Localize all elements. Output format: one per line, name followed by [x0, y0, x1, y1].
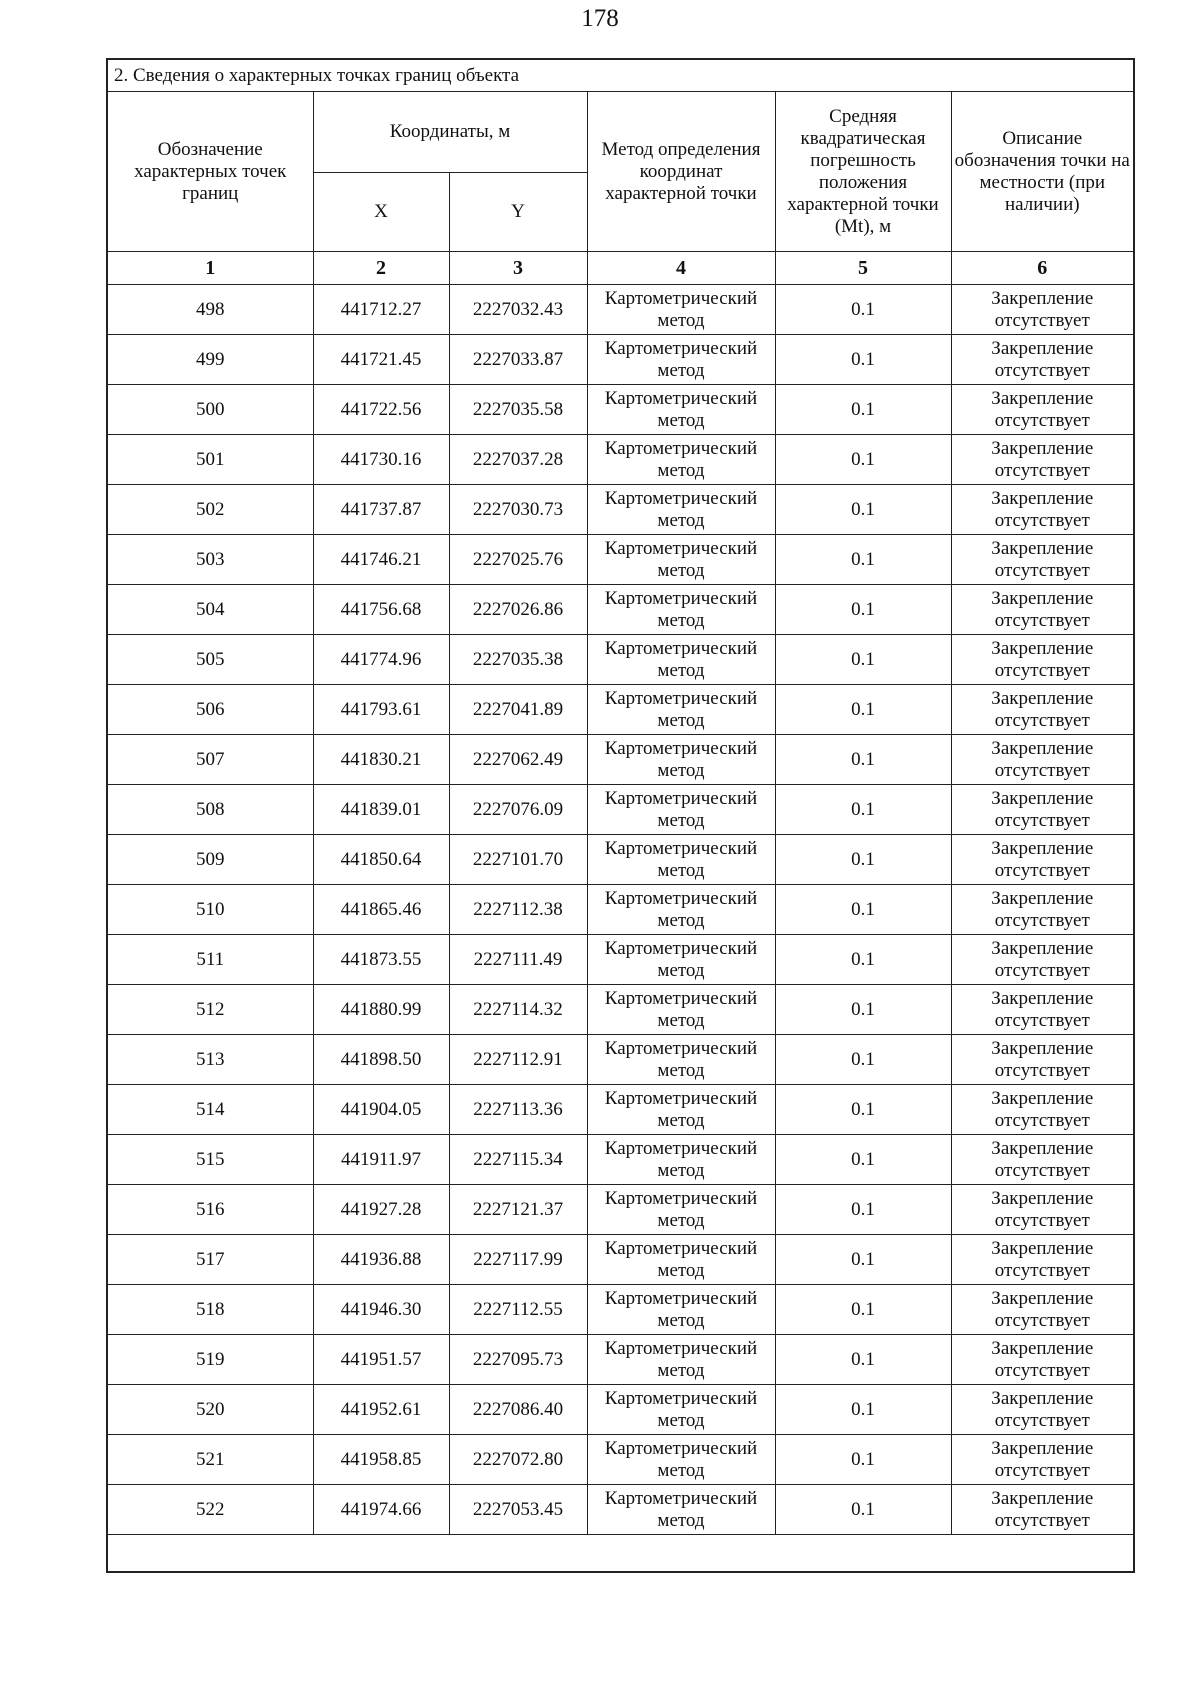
- point-id-cell: 505: [107, 635, 313, 685]
- point-id-cell: 504: [107, 585, 313, 635]
- description-cell: Закрепление отсутствует: [951, 785, 1134, 835]
- table-row: [107, 1035, 1134, 1085]
- point-id-cell: 498: [107, 285, 313, 335]
- coord-x-cell: 441756.68: [313, 585, 449, 635]
- column-number-row: [107, 252, 1134, 285]
- error-cell: 0.1: [775, 885, 951, 935]
- method-cell: Картометрический метод: [587, 985, 775, 1035]
- error-cell: 0.1: [775, 935, 951, 985]
- error-cell: 0.1: [775, 1385, 951, 1435]
- header-designation: Обозначение характерных точек границ: [107, 92, 313, 252]
- description-cell: Закрепление отсутствует: [951, 1235, 1134, 1285]
- method-cell: Картометрический метод: [587, 535, 775, 585]
- description-cell: Закрепление отсутствует: [951, 1335, 1134, 1385]
- error-cell: 0.1: [775, 685, 951, 735]
- method-cell: Картометрический метод: [587, 485, 775, 535]
- method-cell: Картометрический метод: [587, 1485, 775, 1535]
- coord-x-cell: 441904.05: [313, 1085, 449, 1135]
- header-row-1: [107, 92, 1134, 173]
- error-cell: 0.1: [775, 1035, 951, 1085]
- description-cell: Закрепление отсутствует: [951, 735, 1134, 785]
- method-cell: Картометрический метод: [587, 885, 775, 935]
- coord-y-cell: 2227053.45: [449, 1485, 587, 1535]
- table-row: [107, 1235, 1134, 1285]
- coord-x-cell: 441898.50: [313, 1035, 449, 1085]
- table-row: [107, 1285, 1134, 1335]
- error-cell: 0.1: [775, 435, 951, 485]
- error-cell: 0.1: [775, 285, 951, 335]
- coord-x-cell: 441850.64: [313, 835, 449, 885]
- method-cell: Картометрический метод: [587, 1385, 775, 1435]
- method-cell: Картометрический метод: [587, 1235, 775, 1285]
- coord-x-cell: 441712.27: [313, 285, 449, 335]
- coord-y-cell: 2227114.32: [449, 985, 587, 1035]
- table-row: [107, 1385, 1134, 1435]
- coord-x-cell: 441974.66: [313, 1485, 449, 1535]
- coord-y-cell: 2227112.55: [449, 1285, 587, 1335]
- point-id-cell: 499: [107, 335, 313, 385]
- method-cell: Картометрический метод: [587, 1335, 775, 1385]
- table-row: [107, 835, 1134, 885]
- description-cell: Закрепление отсутствует: [951, 435, 1134, 485]
- point-id-cell: 501: [107, 435, 313, 485]
- error-cell: 0.1: [775, 485, 951, 535]
- point-id-cell: 510: [107, 885, 313, 935]
- point-id-cell: 512: [107, 985, 313, 1035]
- method-cell: Картометрический метод: [587, 935, 775, 985]
- description-cell: Закрепление отсутствует: [951, 535, 1134, 585]
- description-cell: Закрепление отсутствует: [951, 1485, 1134, 1535]
- description-cell: Закрепление отсутствует: [951, 335, 1134, 385]
- point-id-cell: 514: [107, 1085, 313, 1135]
- coord-y-cell: 2227026.86: [449, 585, 587, 635]
- empty-footer-cell: [107, 1535, 1134, 1573]
- description-cell: Закрепление отсутствует: [951, 1135, 1134, 1185]
- coord-y-cell: 2227030.73: [449, 485, 587, 535]
- coord-x-cell: 441911.97: [313, 1135, 449, 1185]
- table-row: [107, 385, 1134, 435]
- table-row: [107, 485, 1134, 535]
- method-cell: Картометрический метод: [587, 385, 775, 435]
- coord-y-cell: 2227121.37: [449, 1185, 587, 1235]
- column-number: 4: [587, 252, 775, 285]
- coord-y-cell: 2227035.38: [449, 635, 587, 685]
- point-id-cell: 506: [107, 685, 313, 735]
- coord-x-cell: 441952.61: [313, 1385, 449, 1435]
- method-cell: Картометрический метод: [587, 1035, 775, 1085]
- column-number: 6: [951, 252, 1134, 285]
- method-cell: Картометрический метод: [587, 635, 775, 685]
- table-row: [107, 1435, 1134, 1485]
- error-cell: 0.1: [775, 1335, 951, 1385]
- point-id-cell: 519: [107, 1335, 313, 1385]
- error-cell: 0.1: [775, 385, 951, 435]
- coord-y-cell: 2227113.36: [449, 1085, 587, 1135]
- coord-y-cell: 2227037.28: [449, 435, 587, 485]
- description-cell: Закрепление отсутствует: [951, 985, 1134, 1035]
- method-cell: Картометрический метод: [587, 685, 775, 735]
- boundary-points-table: [106, 58, 1135, 1573]
- coord-x-cell: 441774.96: [313, 635, 449, 685]
- description-cell: Закрепление отсутствует: [951, 1385, 1134, 1435]
- header-error: Средняя квадратическая погрешность положения характерной точки (Mt), м: [775, 92, 951, 252]
- method-cell: Картометрический метод: [587, 1185, 775, 1235]
- description-cell: Закрепление отсутствует: [951, 1435, 1134, 1485]
- table-row: [107, 1185, 1134, 1235]
- method-cell: Картометрический метод: [587, 735, 775, 785]
- point-id-cell: 521: [107, 1435, 313, 1485]
- coord-y-cell: 2227111.49: [449, 935, 587, 985]
- point-id-cell: 503: [107, 535, 313, 585]
- description-cell: Закрепление отсутствует: [951, 1285, 1134, 1335]
- table-row: [107, 1135, 1134, 1185]
- error-cell: 0.1: [775, 1085, 951, 1135]
- error-cell: 0.1: [775, 535, 951, 585]
- method-cell: Картометрический метод: [587, 1085, 775, 1135]
- coord-x-cell: 441730.16: [313, 435, 449, 485]
- point-id-cell: 509: [107, 835, 313, 885]
- header-y: Y: [449, 173, 587, 252]
- point-id-cell: 518: [107, 1285, 313, 1335]
- table-caption: 2. Сведения о характерных точках границ объекта: [107, 59, 1134, 92]
- coord-x-cell: 441951.57: [313, 1335, 449, 1385]
- error-cell: 0.1: [775, 735, 951, 785]
- column-number: 5: [775, 252, 951, 285]
- method-cell: Картометрический метод: [587, 435, 775, 485]
- coord-y-cell: 2227041.89: [449, 685, 587, 735]
- coord-y-cell: 2227115.34: [449, 1135, 587, 1185]
- description-cell: Закрепление отсутствует: [951, 285, 1134, 335]
- error-cell: 0.1: [775, 1185, 951, 1235]
- point-id-cell: 508: [107, 785, 313, 835]
- method-cell: Картометрический метод: [587, 285, 775, 335]
- coord-x-cell: 441721.45: [313, 335, 449, 385]
- coord-y-cell: 2227086.40: [449, 1385, 587, 1435]
- description-cell: Закрепление отсутствует: [951, 585, 1134, 635]
- table-row: [107, 885, 1134, 935]
- table-row: [107, 335, 1134, 385]
- table-row: [107, 635, 1134, 685]
- error-cell: 0.1: [775, 785, 951, 835]
- error-cell: 0.1: [775, 635, 951, 685]
- coord-y-cell: 2227062.49: [449, 735, 587, 785]
- error-cell: 0.1: [775, 1435, 951, 1485]
- header-x: X: [313, 173, 449, 252]
- point-id-cell: 516: [107, 1185, 313, 1235]
- coord-x-cell: 441865.46: [313, 885, 449, 935]
- table-row: [107, 535, 1134, 585]
- point-id-cell: 520: [107, 1385, 313, 1435]
- point-id-cell: 515: [107, 1135, 313, 1185]
- error-cell: 0.1: [775, 1135, 951, 1185]
- method-cell: Картометрический метод: [587, 1135, 775, 1185]
- coord-x-cell: 441839.01: [313, 785, 449, 835]
- description-cell: Закрепление отсутствует: [951, 385, 1134, 435]
- table-row: [107, 1485, 1134, 1535]
- coord-y-cell: 2227032.43: [449, 285, 587, 335]
- description-cell: Закрепление отсутствует: [951, 685, 1134, 735]
- method-cell: Картометрический метод: [587, 335, 775, 385]
- coord-y-cell: 2227035.58: [449, 385, 587, 435]
- description-cell: Закрепление отсутствует: [951, 885, 1134, 935]
- coord-x-cell: 441793.61: [313, 685, 449, 735]
- description-cell: Закрепление отсутствует: [951, 935, 1134, 985]
- coord-y-cell: 2227076.09: [449, 785, 587, 835]
- method-cell: Картометрический метод: [587, 785, 775, 835]
- point-id-cell: 522: [107, 1485, 313, 1535]
- coord-y-cell: 2227112.91: [449, 1035, 587, 1085]
- coord-y-cell: 2227095.73: [449, 1335, 587, 1385]
- empty-footer-row: [107, 1535, 1134, 1573]
- table-row: [107, 1085, 1134, 1135]
- error-cell: 0.1: [775, 585, 951, 635]
- point-id-cell: 502: [107, 485, 313, 535]
- coord-x-cell: 441946.30: [313, 1285, 449, 1335]
- coord-y-cell: 2227112.38: [449, 885, 587, 935]
- method-cell: Картометрический метод: [587, 1435, 775, 1485]
- table-row: [107, 285, 1134, 335]
- table-row: [107, 785, 1134, 835]
- header-coordinates: Координаты, м: [313, 92, 587, 173]
- description-cell: Закрепление отсутствует: [951, 1085, 1134, 1135]
- error-cell: 0.1: [775, 335, 951, 385]
- point-id-cell: 517: [107, 1235, 313, 1285]
- coord-y-cell: 2227117.99: [449, 1235, 587, 1285]
- column-number: 2: [313, 252, 449, 285]
- error-cell: 0.1: [775, 1485, 951, 1535]
- coord-y-cell: 2227072.80: [449, 1435, 587, 1485]
- page-number: 178: [581, 5, 619, 32]
- coord-x-cell: 441936.88: [313, 1235, 449, 1285]
- description-cell: Закрепление отсутствует: [951, 635, 1134, 685]
- point-id-cell: 513: [107, 1035, 313, 1085]
- coord-x-cell: 441830.21: [313, 735, 449, 785]
- table-caption-row: [107, 59, 1134, 92]
- table-row: [107, 1335, 1134, 1385]
- description-cell: Закрепление отсутствует: [951, 1035, 1134, 1085]
- coord-x-cell: 441927.28: [313, 1185, 449, 1235]
- coord-x-cell: 441746.21: [313, 535, 449, 585]
- coord-x-cell: 441873.55: [313, 935, 449, 985]
- table-row: [107, 435, 1134, 485]
- column-number: 1: [107, 252, 313, 285]
- error-cell: 0.1: [775, 985, 951, 1035]
- table-row: [107, 935, 1134, 985]
- error-cell: 0.1: [775, 835, 951, 885]
- header-description: Описание обозначения точки на местности (при наличии): [951, 92, 1134, 252]
- error-cell: 0.1: [775, 1235, 951, 1285]
- error-cell: 0.1: [775, 1285, 951, 1335]
- coord-y-cell: 2227101.70: [449, 835, 587, 885]
- point-id-cell: 500: [107, 385, 313, 435]
- point-id-cell: 507: [107, 735, 313, 785]
- coord-x-cell: 441880.99: [313, 985, 449, 1035]
- description-cell: Закрепление отсутствует: [951, 835, 1134, 885]
- coord-x-cell: 441958.85: [313, 1435, 449, 1485]
- point-id-cell: 511: [107, 935, 313, 985]
- table-row: [107, 735, 1134, 785]
- coord-x-cell: 441722.56: [313, 385, 449, 435]
- table-row: [107, 685, 1134, 735]
- description-cell: Закрепление отсутствует: [951, 485, 1134, 535]
- coord-y-cell: 2227025.76: [449, 535, 587, 585]
- description-cell: Закрепление отсутствует: [951, 1185, 1134, 1235]
- column-number: 3: [449, 252, 587, 285]
- method-cell: Картометрический метод: [587, 835, 775, 885]
- header-method: Метод определения координат характерной точки: [587, 92, 775, 252]
- method-cell: Картометрический метод: [587, 585, 775, 635]
- table-row: [107, 985, 1134, 1035]
- method-cell: Картометрический метод: [587, 1285, 775, 1335]
- coord-x-cell: 441737.87: [313, 485, 449, 535]
- coord-y-cell: 2227033.87: [449, 335, 587, 385]
- table-row: [107, 585, 1134, 635]
